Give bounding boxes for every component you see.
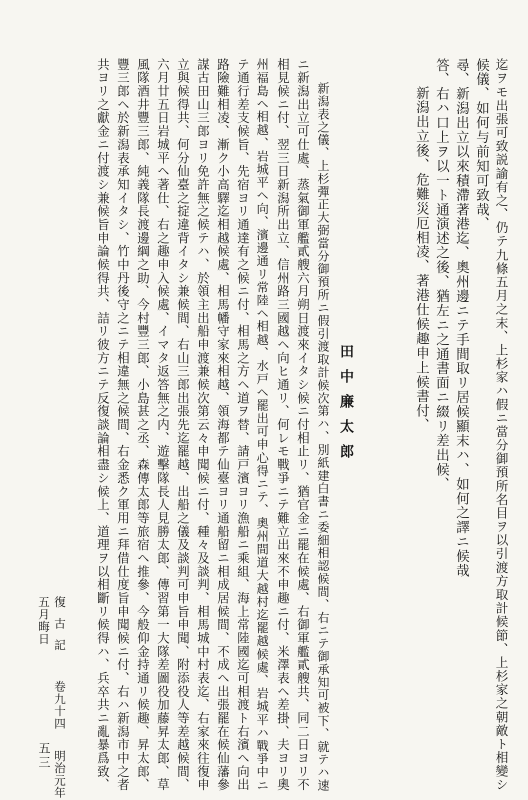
volume-label: 卷九十四 bbox=[53, 680, 67, 730]
page-number: 五三 bbox=[37, 742, 51, 770]
body-column-2: ニ新潟出立可仕處、蒸氣御軍艦貳艘六月朔日渡來イタシ候ニ付相止リ、猶官金ニ罷在候處、右御軍艦貳艘共、同二日ヨリ不 bbox=[295, 58, 310, 792]
answer-column: 答、右ハ口上ヲ以一ト通演述之後、猶左ニ之通書面ニ綴リ差出候、 bbox=[433, 58, 449, 492]
body-column-11: 豐三郎ヘ於新潟表承知イタシ、竹中丹後守之ニテ相違無之候間、右金悉ク軍用ニ拜借仕度旨申聞候ニ付、右ハ新潟市中之者 bbox=[115, 58, 130, 792]
body-column-6: 路險難相凌、漸ク小高驛迄相越候處、相馬幡守家來相越、領海都テ仙臺ヨリ通船留ニ相成居候間、不成ヘ出張罷在候仙藩參 bbox=[215, 58, 230, 792]
body-column-8: 立與候得共、何分仙臺之掟違背イタシ兼候間、右山三郎出張先迄罷越、出船之儀及談判可申旨申聞、附添役人等差越候間、 bbox=[175, 58, 190, 792]
body-column-5: テ通行差支候旨、先宿ヨリ通達有之候ニ付、相馬之方ヘ道ヲ替、請戸濱ヨリ漁船ニ乘組、海上常陸國迄可相渡ト右濱ヘ向出 bbox=[235, 58, 250, 792]
text-column-1: 迄ヲモ出張可致説諭有之、仍テ九條五月之末、上杉家ハ假ニ當分御預所名目ヲ以引渡方取計候節、上杉家之朝敵ト相變シ bbox=[493, 58, 509, 792]
body-column-7: 謀古田山三郎ヨリ免許無之候テハ、於領主出船申渡兼候次第云々申聞候ニ付、種々及談判、相馬城中村表迄、右家來往復申 bbox=[195, 58, 210, 792]
date-label: 明治元年五月晦日 bbox=[37, 596, 67, 799]
body-column-3: 相見候ニ付、翌三日新潟所出立、信州路三國越ヘ向ヒ通リ、何レモ戰爭ニテ難立出來不申趣ニ付、米澤表ヘ差掛、夫ヨリ奧 bbox=[275, 58, 290, 792]
body-column-4: 州福島ヘ相越、岩城平ヘ向、濱邊通リ常陸ヘ相越、水戸ヘ罷出可申心得ニテ、奧州間道大越村迄罷越候處、岩城平ハ戰爭中ニ bbox=[255, 58, 270, 792]
author-name: 田中廉太郎 bbox=[338, 344, 354, 469]
body-column-9: 六月廿五日岩城平ヘ著仕、右之趣申入候處、イマタ返答無之内、遊擊隊長人見勝太郎、傳習第一大隊差圖役加藤昇太郎、草 bbox=[155, 58, 170, 792]
text-column-2: 候儀、如何与前知可致哉、 bbox=[473, 58, 489, 232]
body-column-12: 共ヨリ之獻金ニ付渡シ兼候旨申論候得共、詰リ彼方ニテ反復談論相盡シ候上、道理ヲ以相斷リ候得ハ、兵卒共ニ亂暴爲致、 bbox=[95, 58, 110, 792]
question-column: 尋、新潟出立以來積滯著港迄、奧州邊ニテ手間取リ居候顯末ハ、如何之譯ニ候哉 bbox=[453, 58, 469, 579]
body-column-1: 新潟表之儀、上杉彈正大弼當分御預所ニ假引渡取計候次第ハ、別紙建白書ニ委細相認候間、右ニテ御承知可被下、就テハ速 bbox=[315, 82, 330, 792]
body-column-10: 風隊酒井豐三郎、純義隊長渡邊綱之助、今村豐三郎、小島甚之丞、森傳太郎等旅宿ヘ推參、今般仰金持通リ候趣、昇太郎、 bbox=[135, 58, 150, 792]
book-title: 復古記 bbox=[53, 596, 67, 661]
report-title-column: 新潟出立後、危難災厄相凌、著港仕候趣申上候書付、 bbox=[413, 86, 429, 433]
